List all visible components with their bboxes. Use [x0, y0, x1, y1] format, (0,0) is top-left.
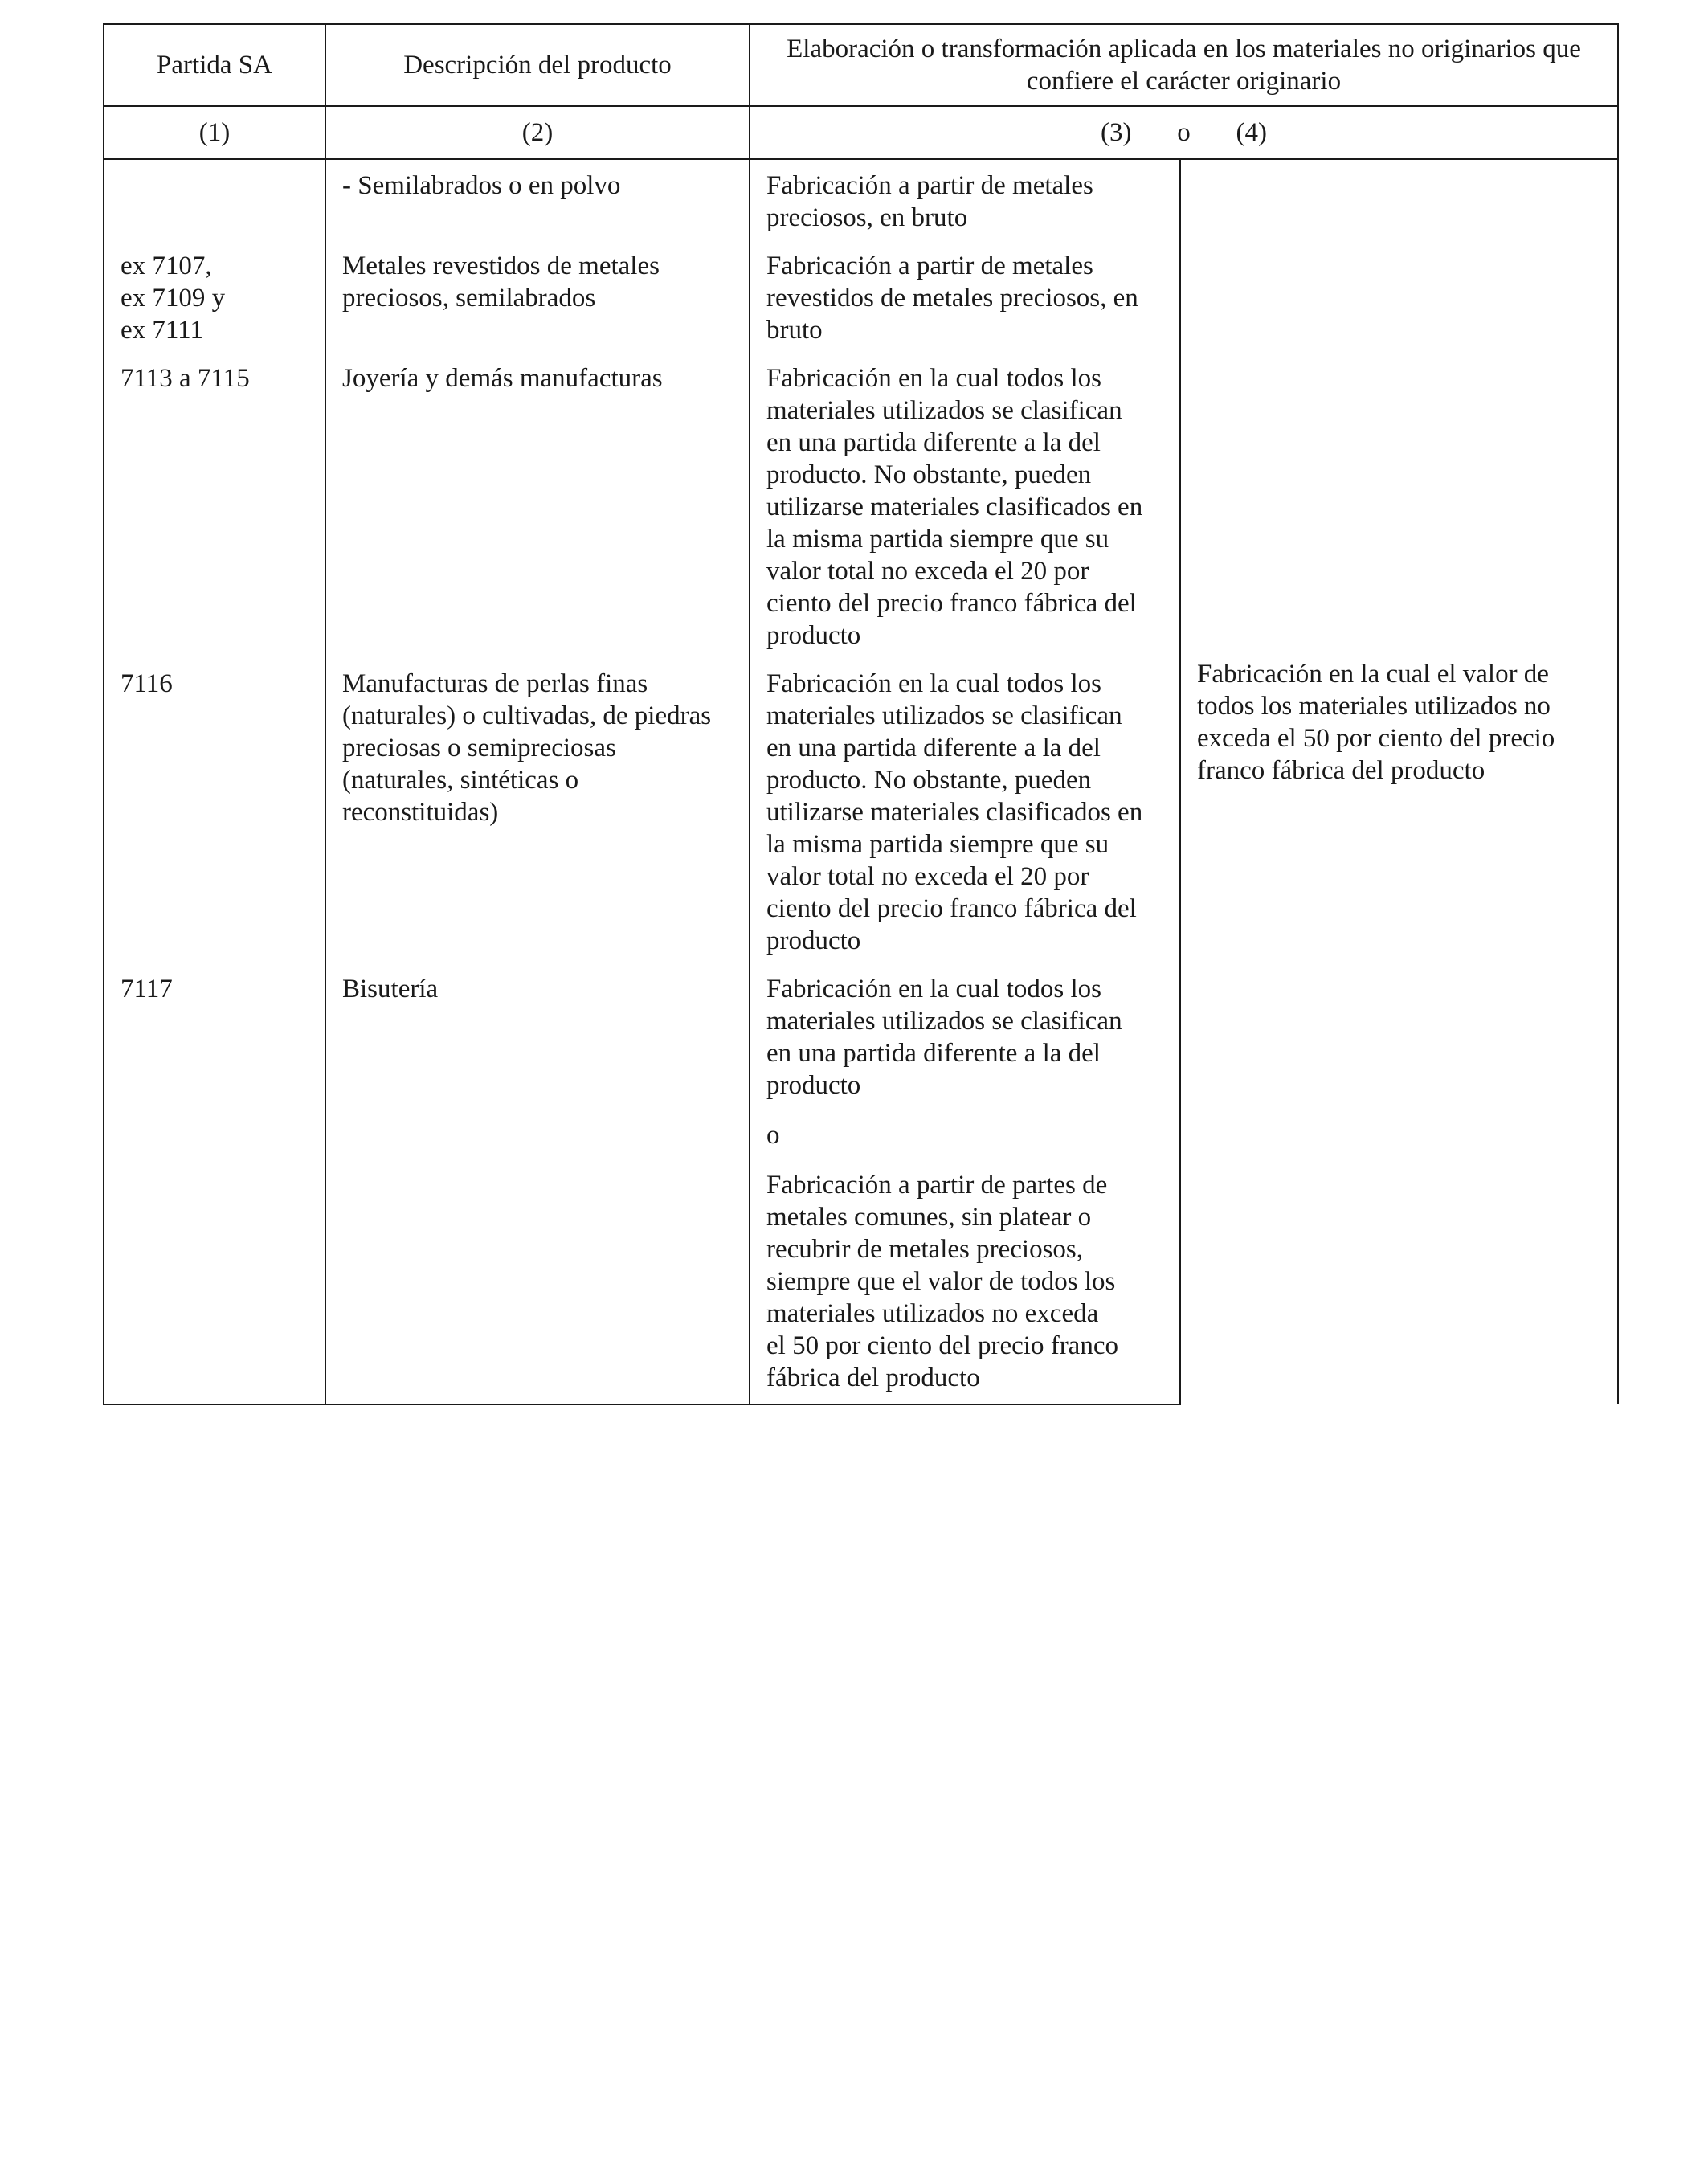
col3-or: o — [766, 1121, 780, 1150]
row-descripcion: Metales revestidos de metales preciosos, semilabrados — [325, 234, 750, 346]
row-partida: ex 7107, ex 7109 y ex 7111 — [104, 234, 325, 346]
header-elaboracion: Elaboración o transformación aplicada en los materiales no originarios que confiere el carácter originario — [750, 24, 1618, 106]
row-descripcion: - Semilabrados o en polvo — [325, 159, 750, 234]
header-partida-sa: Partida SA — [104, 24, 325, 106]
header-row — [104, 24, 1618, 106]
column-number-1: (1) — [104, 106, 325, 159]
row-descripcion: Joyería y demás manufacturas — [325, 346, 750, 652]
row-7116-col4: Fabricación en la cual el valor de todos los materiales utilizados no exceda el 50 por ciento del precio franco fábrica del producto — [1197, 660, 1555, 785]
row-descripcion: Manufacturas de perlas finas (naturales) o cultivadas, de piedras preciosas o semipreciosas (naturales, sintéticas o reconstituidas) — [325, 652, 750, 957]
row-col3 — [750, 957, 1180, 1404]
column-number-3-4 — [750, 106, 1618, 159]
column-number-4: (4) — [1236, 118, 1267, 147]
column-number-row — [104, 106, 1618, 159]
origin-rules-table — [103, 23, 1619, 1405]
column-4-blank — [1197, 170, 1601, 658]
row-partida: 7117 — [104, 957, 325, 1404]
col3-option-b: Fabricación a partir de partes de metales comunes, sin platear o recubrir de metales preciosos, siempre que el valor de todos los materiales utilizados no exceda el 50 por ciento del precio franco fábrica del producto — [766, 1171, 1118, 1392]
row-descripcion: Bisutería — [325, 957, 750, 1404]
row-col3: Fabricación a partir de metales revestidos de metales preciosos, en bruto — [750, 234, 1180, 346]
header-descripcion: Descripción del producto — [325, 24, 750, 106]
row-partida: 7113 a 7115 — [104, 346, 325, 652]
column-number-3: (3) — [1101, 118, 1132, 147]
column-4-cell — [1180, 159, 1618, 1404]
row-partida: 7116 — [104, 652, 325, 957]
column-or-separator: o — [1177, 118, 1191, 147]
row-partida — [104, 159, 325, 234]
col3-option-a: Fabricación en la cual todos los materiales utilizados se clasifican en una partida diferente a la del producto — [766, 975, 1122, 1100]
row-col3: Fabricación en la cual todos los materiales utilizados se clasifican en una partida diferente a la del producto. No obstante, pueden utilizarse materiales clasificados en la misma partida siempre que su valor total no exceda el 20 por ciento del precio franco fábrica del producto — [750, 652, 1180, 957]
row-col3: Fabricación a partir de metales preciosos, en bruto — [750, 159, 1180, 234]
row-col3: Fabricación en la cual todos los materiales utilizados se clasifican en una partida diferente a la del producto. No obstante, pueden utilizarse materiales clasificados en la misma partida siempre que su valor total no exceda el 20 por ciento del precio franco fábrica del producto — [750, 346, 1180, 652]
table-row — [104, 159, 1618, 234]
column-number-2: (2) — [325, 106, 750, 159]
